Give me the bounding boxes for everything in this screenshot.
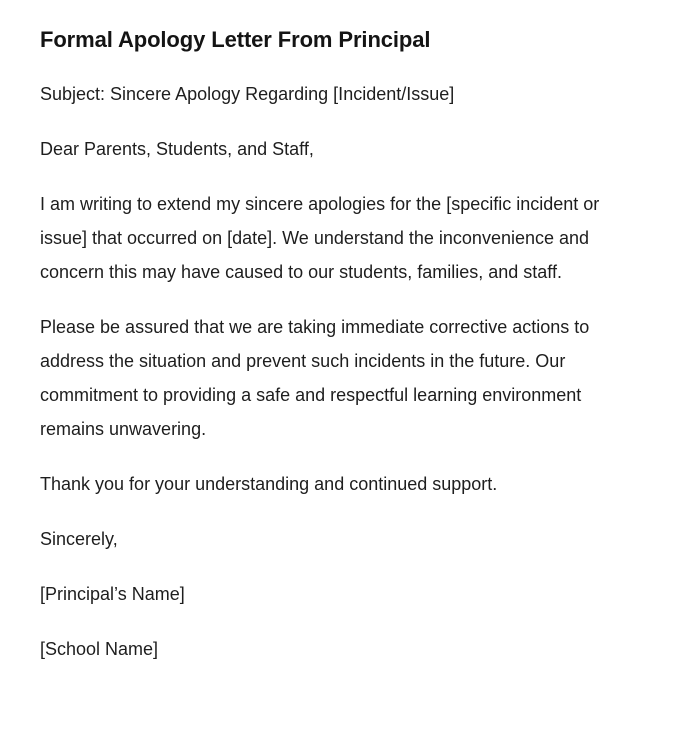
body-paragraph-1: I am writing to extend my sincere apologies for the [specific incident or issue] that occurred on [date]. We understand the inconvenience and concern this may have caused to our students, families, and staff. [40, 194, 600, 282]
body-paragraph-3: Thank you for your understanding and continued support. [40, 474, 498, 494]
subject-line: Subject: Sincere Apology Regarding [Incident/Issue] [40, 84, 455, 104]
signature-organization: [School Name] [40, 639, 159, 659]
page-title: Formal Apology Letter From Principal [40, 27, 431, 52]
signature-name: [Principal’s Name] [40, 584, 185, 604]
salutation: Dear Parents, Students, and Staff, [40, 139, 314, 159]
body-paragraph-2: Please be assured that we are taking immediate corrective actions to address the situation and prevent such incidents in the future. Our commitment to providing a safe and respectful learning environment remains unwavering. [40, 317, 590, 439]
apology-letter [40, 0, 640, 666]
closing: Sincerely, [40, 529, 118, 549]
